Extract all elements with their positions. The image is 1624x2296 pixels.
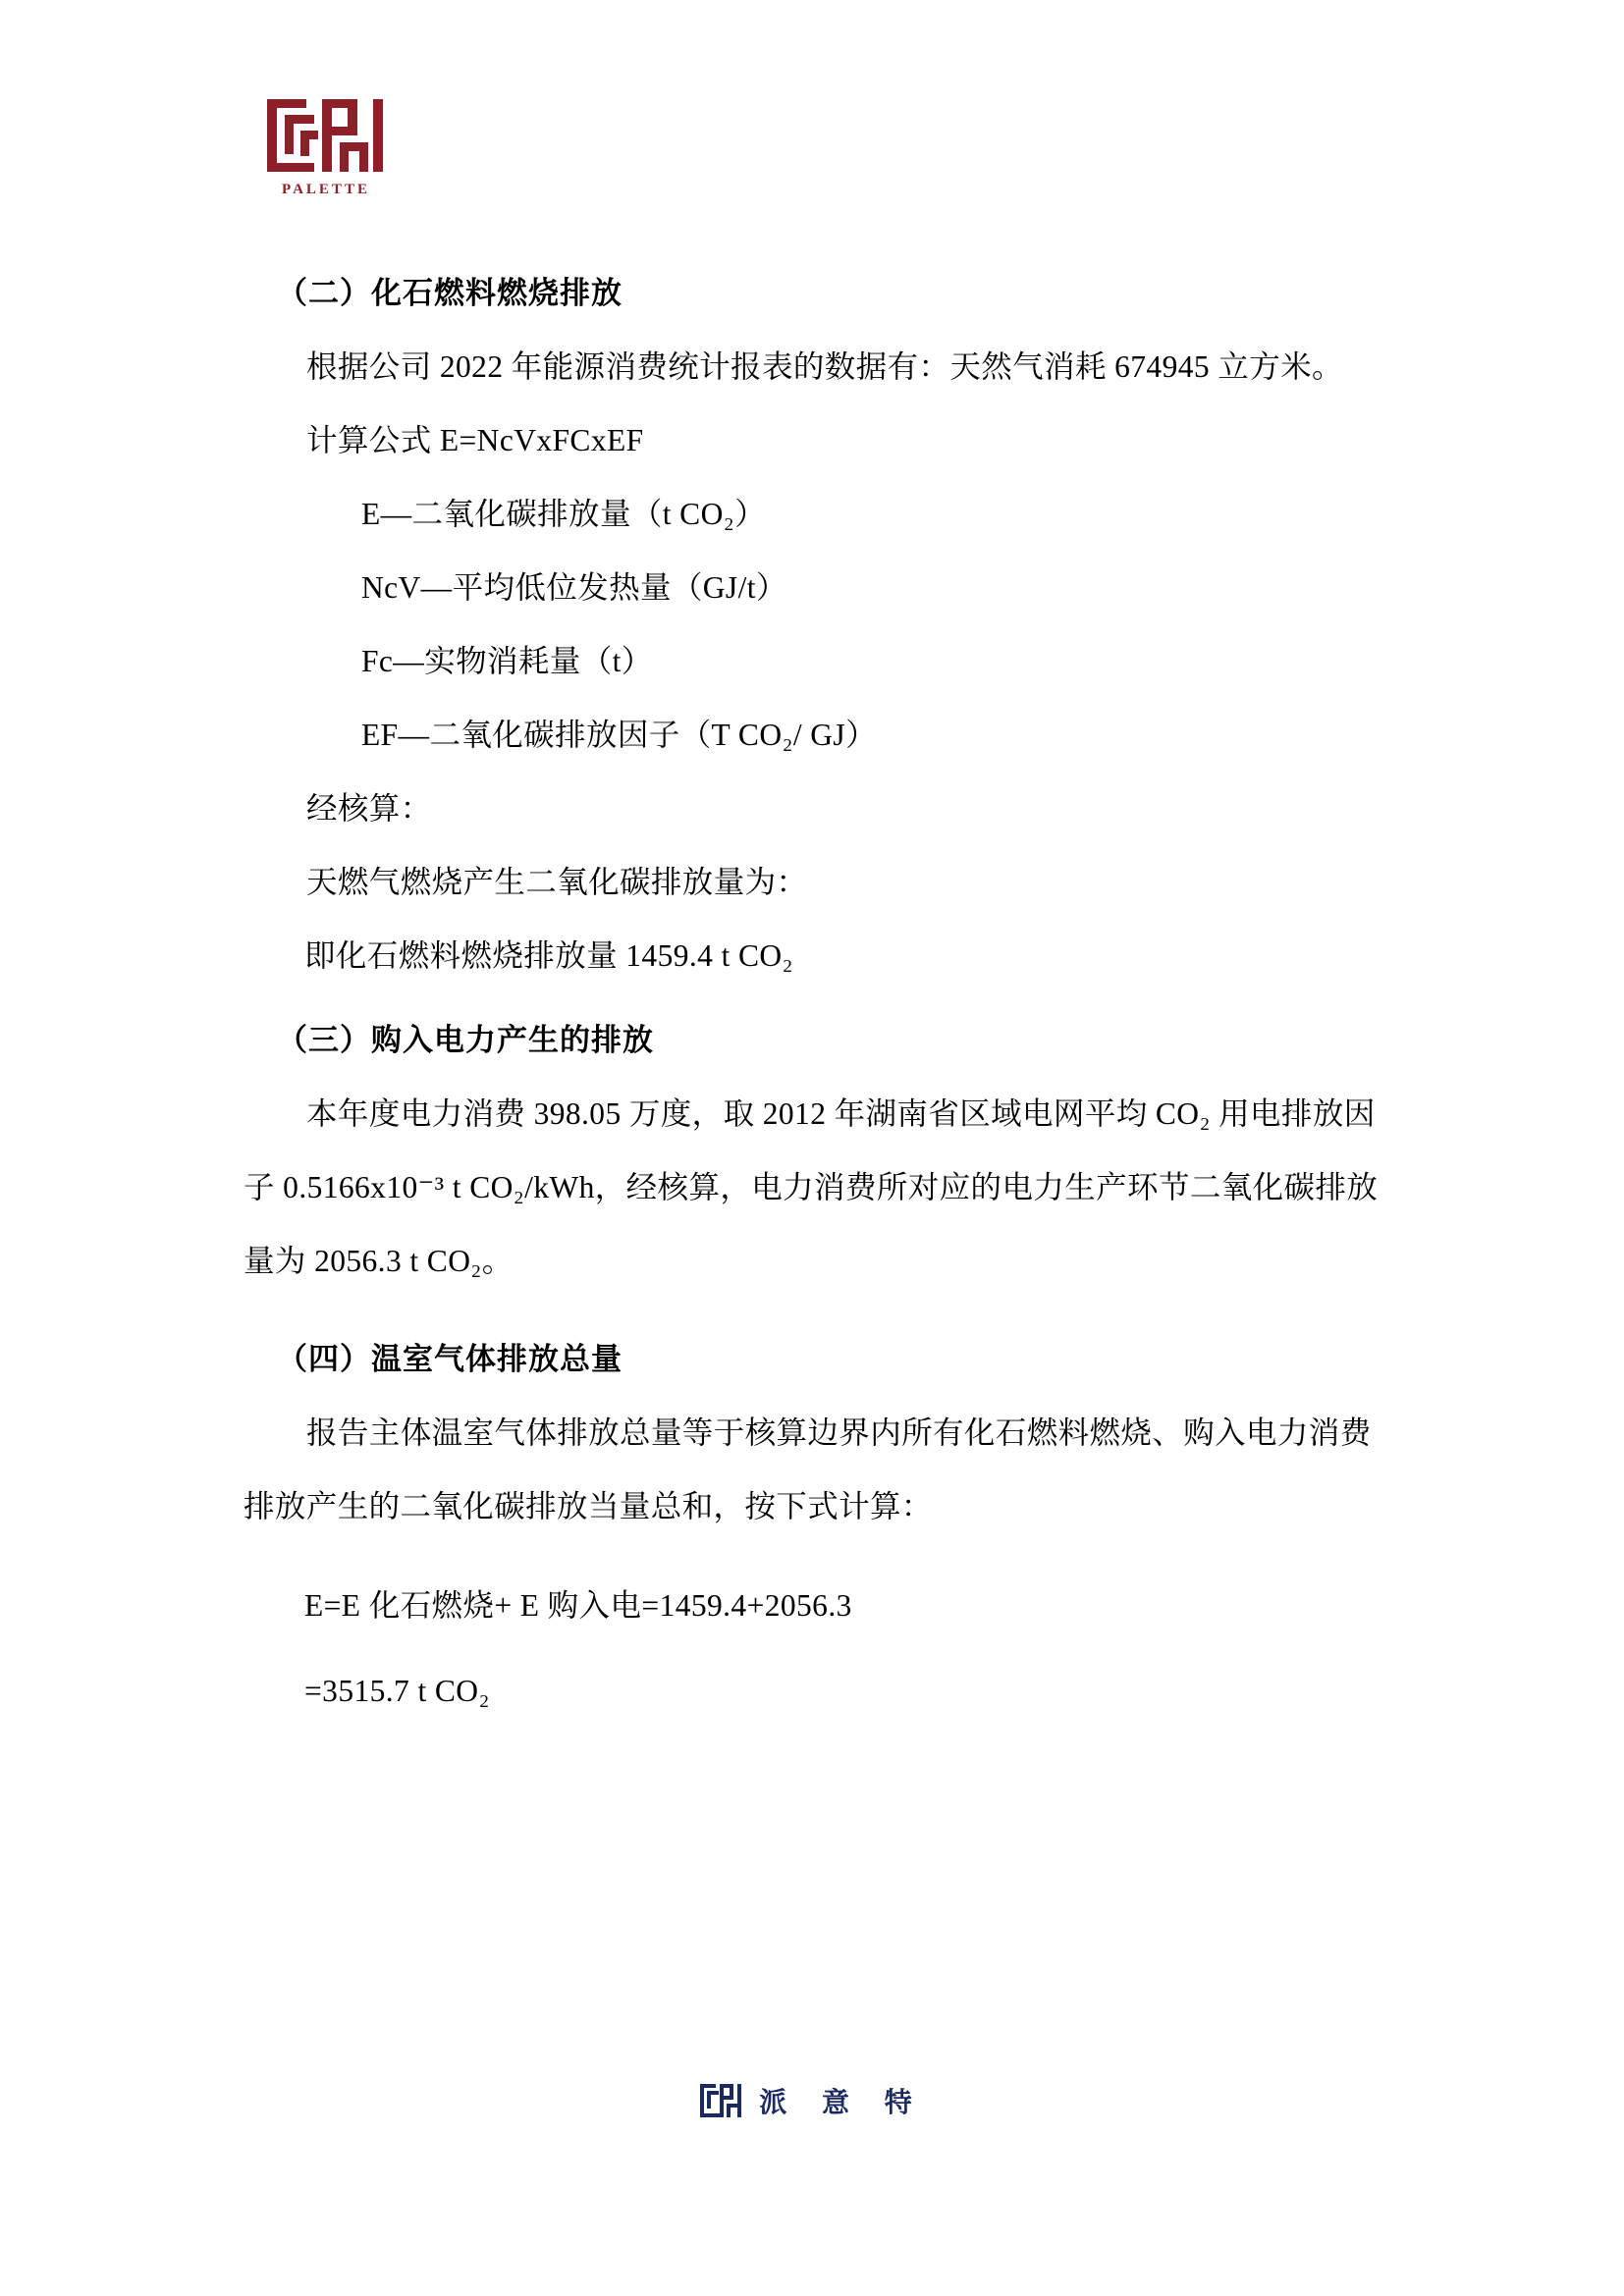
formula-total-line2: =3515.7 t CO₂ <box>304 1674 490 1708</box>
footer-brand-text: 派 意 特 <box>759 2087 926 2117</box>
section-heading-2: （二）化石燃料燃烧排放 <box>277 276 623 310</box>
paragraph-total-emission: 报告主体温室气体排放总量等于核算边界内所有化石燃料燃烧、购入电力消费排放产生的二氧化碳排放当量总和，按下式计算： <box>244 1415 1372 1523</box>
formula-total-line1: E=E 化石燃烧+ E 购入电=1459.4+2056.3 <box>304 1588 852 1623</box>
definition-E: E—二氧化碳排放量（t CO₂） <box>361 497 767 531</box>
definition-EF: EF—二氧化碳排放因子（T CO₂/ GJ） <box>361 718 877 752</box>
definition-NcV: NcV—平均低位发热量（GJ/t） <box>361 570 787 605</box>
document-body <box>244 257 1382 1728</box>
logo-mark-icon <box>263 93 389 178</box>
paragraph-gas-emission-label: 天燃气燃烧产生二氧化碳排放量为： <box>306 865 808 899</box>
section-heading-3: （三）购入电力产生的排放 <box>277 1023 654 1057</box>
logo-wordmark: PALETTE <box>282 182 370 197</box>
footer-logo-icon <box>698 2081 743 2120</box>
paragraph-formula-intro: 计算公式 E=NcVxFCxEF <box>306 423 644 457</box>
page-footer <box>0 2081 1624 2125</box>
company-logo <box>257 93 395 198</box>
paragraph-fuel-data: 根据公司 2022 年能源消费统计报表的数据有：天然气消耗 674945 立方米。 <box>306 349 1343 384</box>
paragraph-after-calc: 经核算： <box>306 791 432 826</box>
paragraph-electricity-emission: 本年度电力消费 398.05 万度，取 2012 年湖南省区域电网平均 CO₂ 用电排放因子 0.5166x10⁻³ t CO₂/kWh，经核算，电力消费所对应的电力生产环节二氧化碳排放量为 2056.3 t CO₂。 <box>244 1096 1379 1278</box>
paragraph-fuel-emission-result: 即化石燃料燃烧排放量 1459.4 t CO₂ <box>304 938 793 973</box>
definition-Fc: Fc—实物消耗量（t） <box>361 644 653 678</box>
section-heading-4: （四）温室气体排放总量 <box>277 1342 623 1376</box>
